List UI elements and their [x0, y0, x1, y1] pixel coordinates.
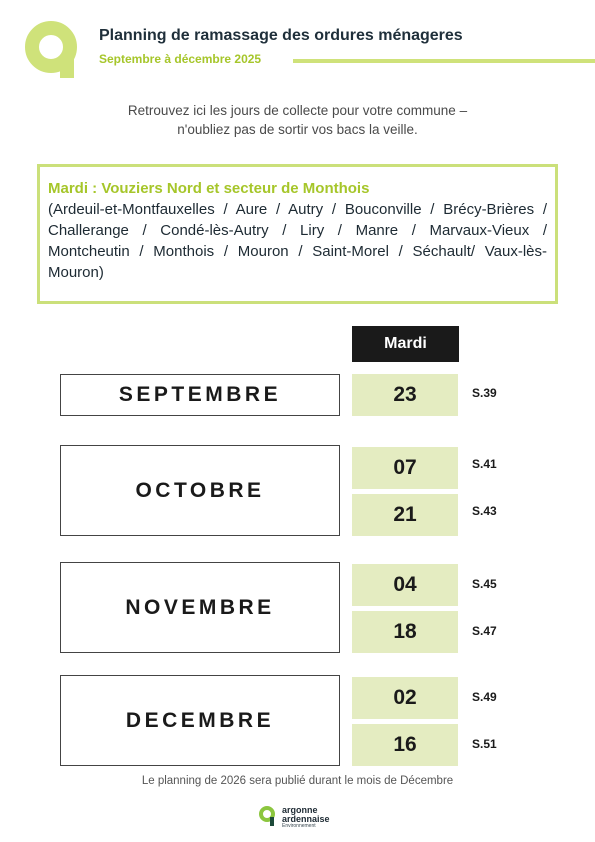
week-label: S.39	[472, 386, 497, 400]
footer-note: Le planning de 2026 sera publié durant le mois de Décembre	[141, 775, 454, 787]
date-cell: 02	[352, 677, 458, 719]
page-subtitle: Septembre à décembre 2025	[99, 52, 262, 66]
date-cell: 23	[352, 374, 458, 416]
subtitle-divider	[293, 59, 595, 63]
q-logo-icon	[24, 20, 88, 84]
date-cell: 21	[352, 494, 458, 536]
intro-text	[40, 101, 555, 139]
month-september: SEPTEMBRE	[60, 374, 340, 416]
brand-line-3: Environnement	[282, 823, 316, 829]
week-label: S.41	[472, 457, 497, 471]
brand-logo-icon	[258, 805, 278, 829]
intro-line-2: n'oubliez pas de sortir vos bacs la veille.	[177, 122, 418, 137]
brand-name	[282, 806, 330, 829]
month-december: DECEMBRE	[60, 675, 340, 766]
intro-line-1: Retrouvez ici les jours de collecte pour votre commune –	[127, 103, 468, 118]
brand-line-2: ardennaise	[282, 813, 330, 824]
month-november: NOVEMBRE	[60, 562, 340, 653]
week-label: S.51	[472, 737, 497, 751]
week-label: S.47	[472, 624, 497, 638]
date-cell: 07	[352, 447, 458, 489]
sector-box	[37, 164, 558, 304]
week-label: S.43	[472, 504, 497, 518]
page-title: Planning de ramassage des ordures ménageres	[99, 27, 463, 44]
sector-communes: (Ardeuil-et-Montfauxelles / Aure / Autry / Bouconville / Brécy-Brières / Challerange / Condé-lès-Autry / Liry / Manre / Marvaux-Vieux / Montcheutin / Monthois / Mouron / Saint-Morel / Séchault/ Vaux-lès-Mouron)	[48, 201, 547, 281]
week-label: S.45	[472, 577, 497, 591]
month-october: OCTOBRE	[60, 445, 340, 536]
sector-title: Mardi : Vouziers Nord et secteur de Monthois	[48, 180, 370, 197]
day-column-header: Mardi	[352, 326, 459, 362]
week-label: S.49	[472, 690, 497, 704]
date-cell: 18	[352, 611, 458, 653]
date-cell: 16	[352, 724, 458, 766]
date-cell: 04	[352, 564, 458, 606]
brand-line-1: argonne	[282, 805, 318, 815]
